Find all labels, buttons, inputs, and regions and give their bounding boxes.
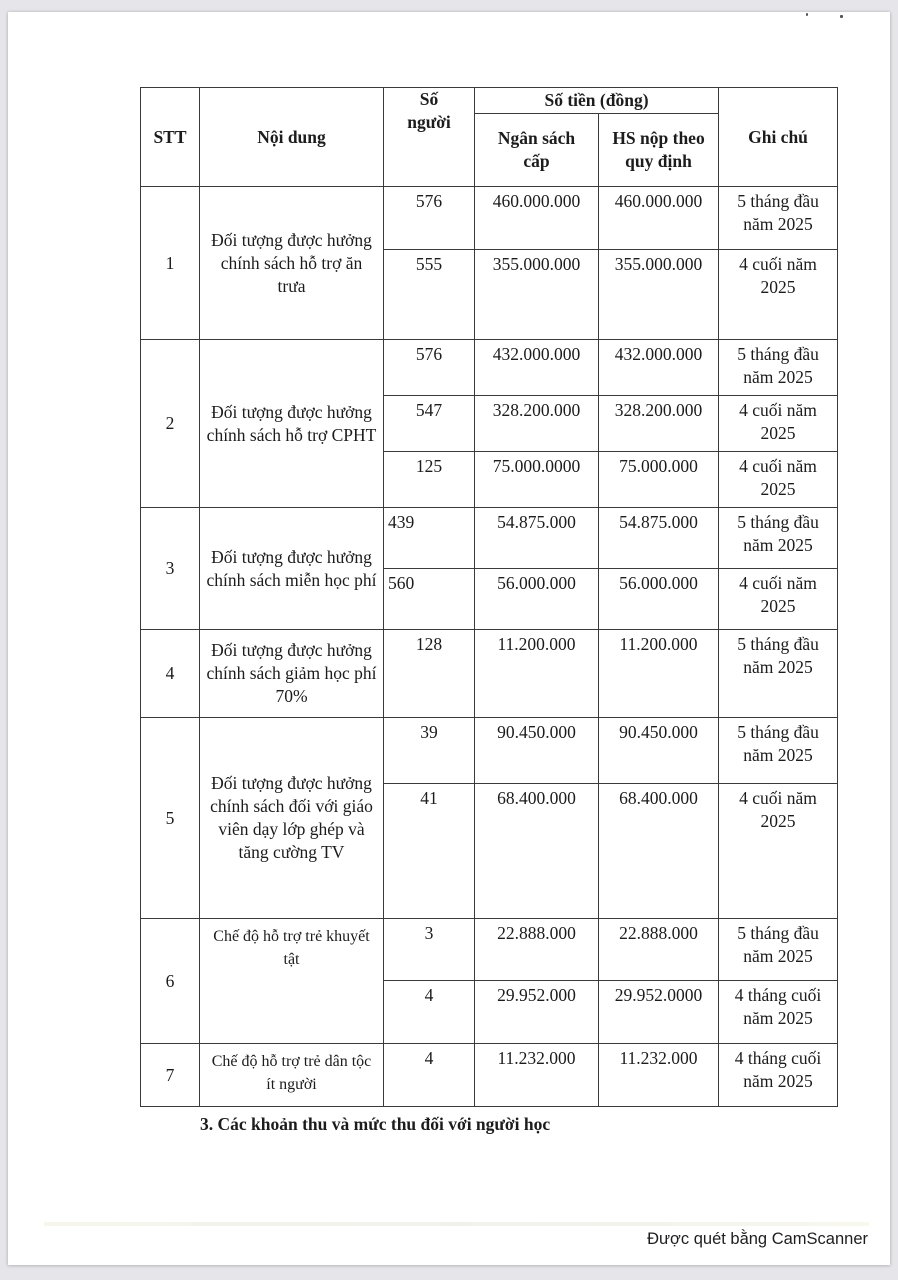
table-row: [141, 508, 838, 569]
cell-note: 5 tháng đầu năm 2025: [719, 187, 838, 250]
cell-budget: 432.000.000: [475, 340, 599, 396]
cell-people: 128: [384, 630, 475, 718]
cell-people: 41: [384, 784, 475, 919]
cell-content: Đối tượng được hưởng chính sách đối với giáo viên dạy lớp ghép và tăng cường TV: [200, 718, 384, 919]
cell-student-paid: 328.200.000: [599, 396, 719, 452]
cell-people: 560: [384, 569, 475, 630]
cell-student-paid: 355.000.000: [599, 250, 719, 340]
cell-budget: 90.450.000: [475, 718, 599, 784]
cell-people: 576: [384, 340, 475, 396]
scan-speck: [806, 13, 808, 16]
cell-student-paid: 54.875.000: [599, 508, 719, 569]
table-row: [141, 187, 838, 250]
cell-people: 4: [384, 981, 475, 1044]
cell-people: 576: [384, 187, 475, 250]
cell-note: 5 tháng đầu năm 2025: [719, 630, 838, 718]
cell-stt: 6: [141, 919, 200, 1044]
scan-speck: [840, 15, 843, 18]
cell-student-paid: 460.000.000: [599, 187, 719, 250]
scan-artifact: [44, 1222, 869, 1226]
cell-people: 4: [384, 1044, 475, 1107]
cell-budget: 460.000.000: [475, 187, 599, 250]
cell-budget: 68.400.000: [475, 784, 599, 919]
cell-note: 4 cuối năm 2025: [719, 396, 838, 452]
cell-student-paid: 11.200.000: [599, 630, 719, 718]
cell-content: Đối tượng được hưởng chính sách giảm học phí 70%: [200, 630, 384, 718]
cell-note: 4 cuối năm 2025: [719, 784, 838, 919]
table-body: [141, 187, 838, 1107]
cell-student-paid: 75.000.000: [599, 452, 719, 508]
cell-content: Chế độ hỗ trợ trẻ khuyết tật: [200, 919, 384, 1044]
cell-content: Đối tượng được hưởng chính sách hỗ trợ ăn trưa: [200, 187, 384, 340]
cell-note: 4 cuối năm 2025: [719, 452, 838, 508]
cell-student-paid: 29.952.0000: [599, 981, 719, 1044]
cell-note: 5 tháng đầu năm 2025: [719, 508, 838, 569]
header-note: Ghi chú: [719, 88, 838, 187]
cell-people: 547: [384, 396, 475, 452]
cell-people: 39: [384, 718, 475, 784]
cell-people: 555: [384, 250, 475, 340]
cell-student-paid: 68.400.000: [599, 784, 719, 919]
cell-student-paid: 90.450.000: [599, 718, 719, 784]
table-row: [141, 919, 838, 981]
header-budget: [475, 114, 599, 187]
cell-budget: 56.000.000: [475, 569, 599, 630]
cell-note: 5 tháng đầu năm 2025: [719, 919, 838, 981]
header-people: [384, 88, 475, 187]
cell-note: 4 tháng cuối năm 2025: [719, 1044, 838, 1107]
header-content: Nội dung: [200, 88, 384, 187]
section-heading: 3. Các khoản thu và mức thu đối với người học: [200, 1114, 551, 1134]
cell-stt: 4: [141, 630, 200, 718]
header-stt: STT: [141, 88, 200, 187]
cell-note: 5 tháng đầu năm 2025: [719, 340, 838, 396]
cell-stt: 1: [141, 187, 200, 340]
cell-budget: 54.875.000: [475, 508, 599, 569]
cell-note: 4 tháng cuối năm 2025: [719, 981, 838, 1044]
cell-people: 125: [384, 452, 475, 508]
cell-budget: 355.000.000: [475, 250, 599, 340]
funding-table: [140, 87, 838, 1107]
table-row: [141, 1044, 838, 1107]
cell-budget: 11.232.000: [475, 1044, 599, 1107]
cell-budget: 328.200.000: [475, 396, 599, 452]
cell-student-paid: 432.000.000: [599, 340, 719, 396]
table-row: [141, 630, 838, 718]
cell-stt: 7: [141, 1044, 200, 1107]
header-student-paid: [599, 114, 719, 187]
cell-budget: 22.888.000: [475, 919, 599, 981]
cell-stt: 5: [141, 718, 200, 919]
cell-content: Đối tượng được hưởng chính sách hỗ trợ CPHT: [200, 340, 384, 508]
table-row: [141, 718, 838, 784]
cell-student-paid: 11.232.000: [599, 1044, 719, 1107]
cell-note: 4 cuối năm 2025: [719, 250, 838, 340]
header-people-label: Số người: [407, 89, 451, 132]
cell-budget: 75.000.0000: [475, 452, 599, 508]
cell-stt: 3: [141, 508, 200, 630]
cell-budget: 29.952.000: [475, 981, 599, 1044]
table-row: [141, 340, 838, 396]
header-budget-label: Ngân sách cấp: [497, 128, 576, 171]
cell-student-paid: 56.000.000: [599, 569, 719, 630]
cell-budget: 11.200.000: [475, 630, 599, 718]
cell-people: 3: [384, 919, 475, 981]
cell-note: 5 tháng đầu năm 2025: [719, 718, 838, 784]
cell-people: 439: [384, 508, 475, 569]
cell-student-paid: 22.888.000: [599, 919, 719, 981]
header-student-paid-label: HS nộp theo quy định: [612, 128, 705, 171]
header-amount-group: Số tiền (đồng): [475, 88, 719, 114]
cell-stt: 2: [141, 340, 200, 508]
cell-content: Đối tượng được hưởng chính sách miễn học phí: [200, 508, 384, 630]
cell-content: Chế độ hỗ trợ trẻ dân tộc ít người: [200, 1044, 384, 1107]
camscanner-watermark: Được quét bằng CamScanner: [647, 1230, 868, 1248]
cell-note: 4 cuối năm 2025: [719, 569, 838, 630]
